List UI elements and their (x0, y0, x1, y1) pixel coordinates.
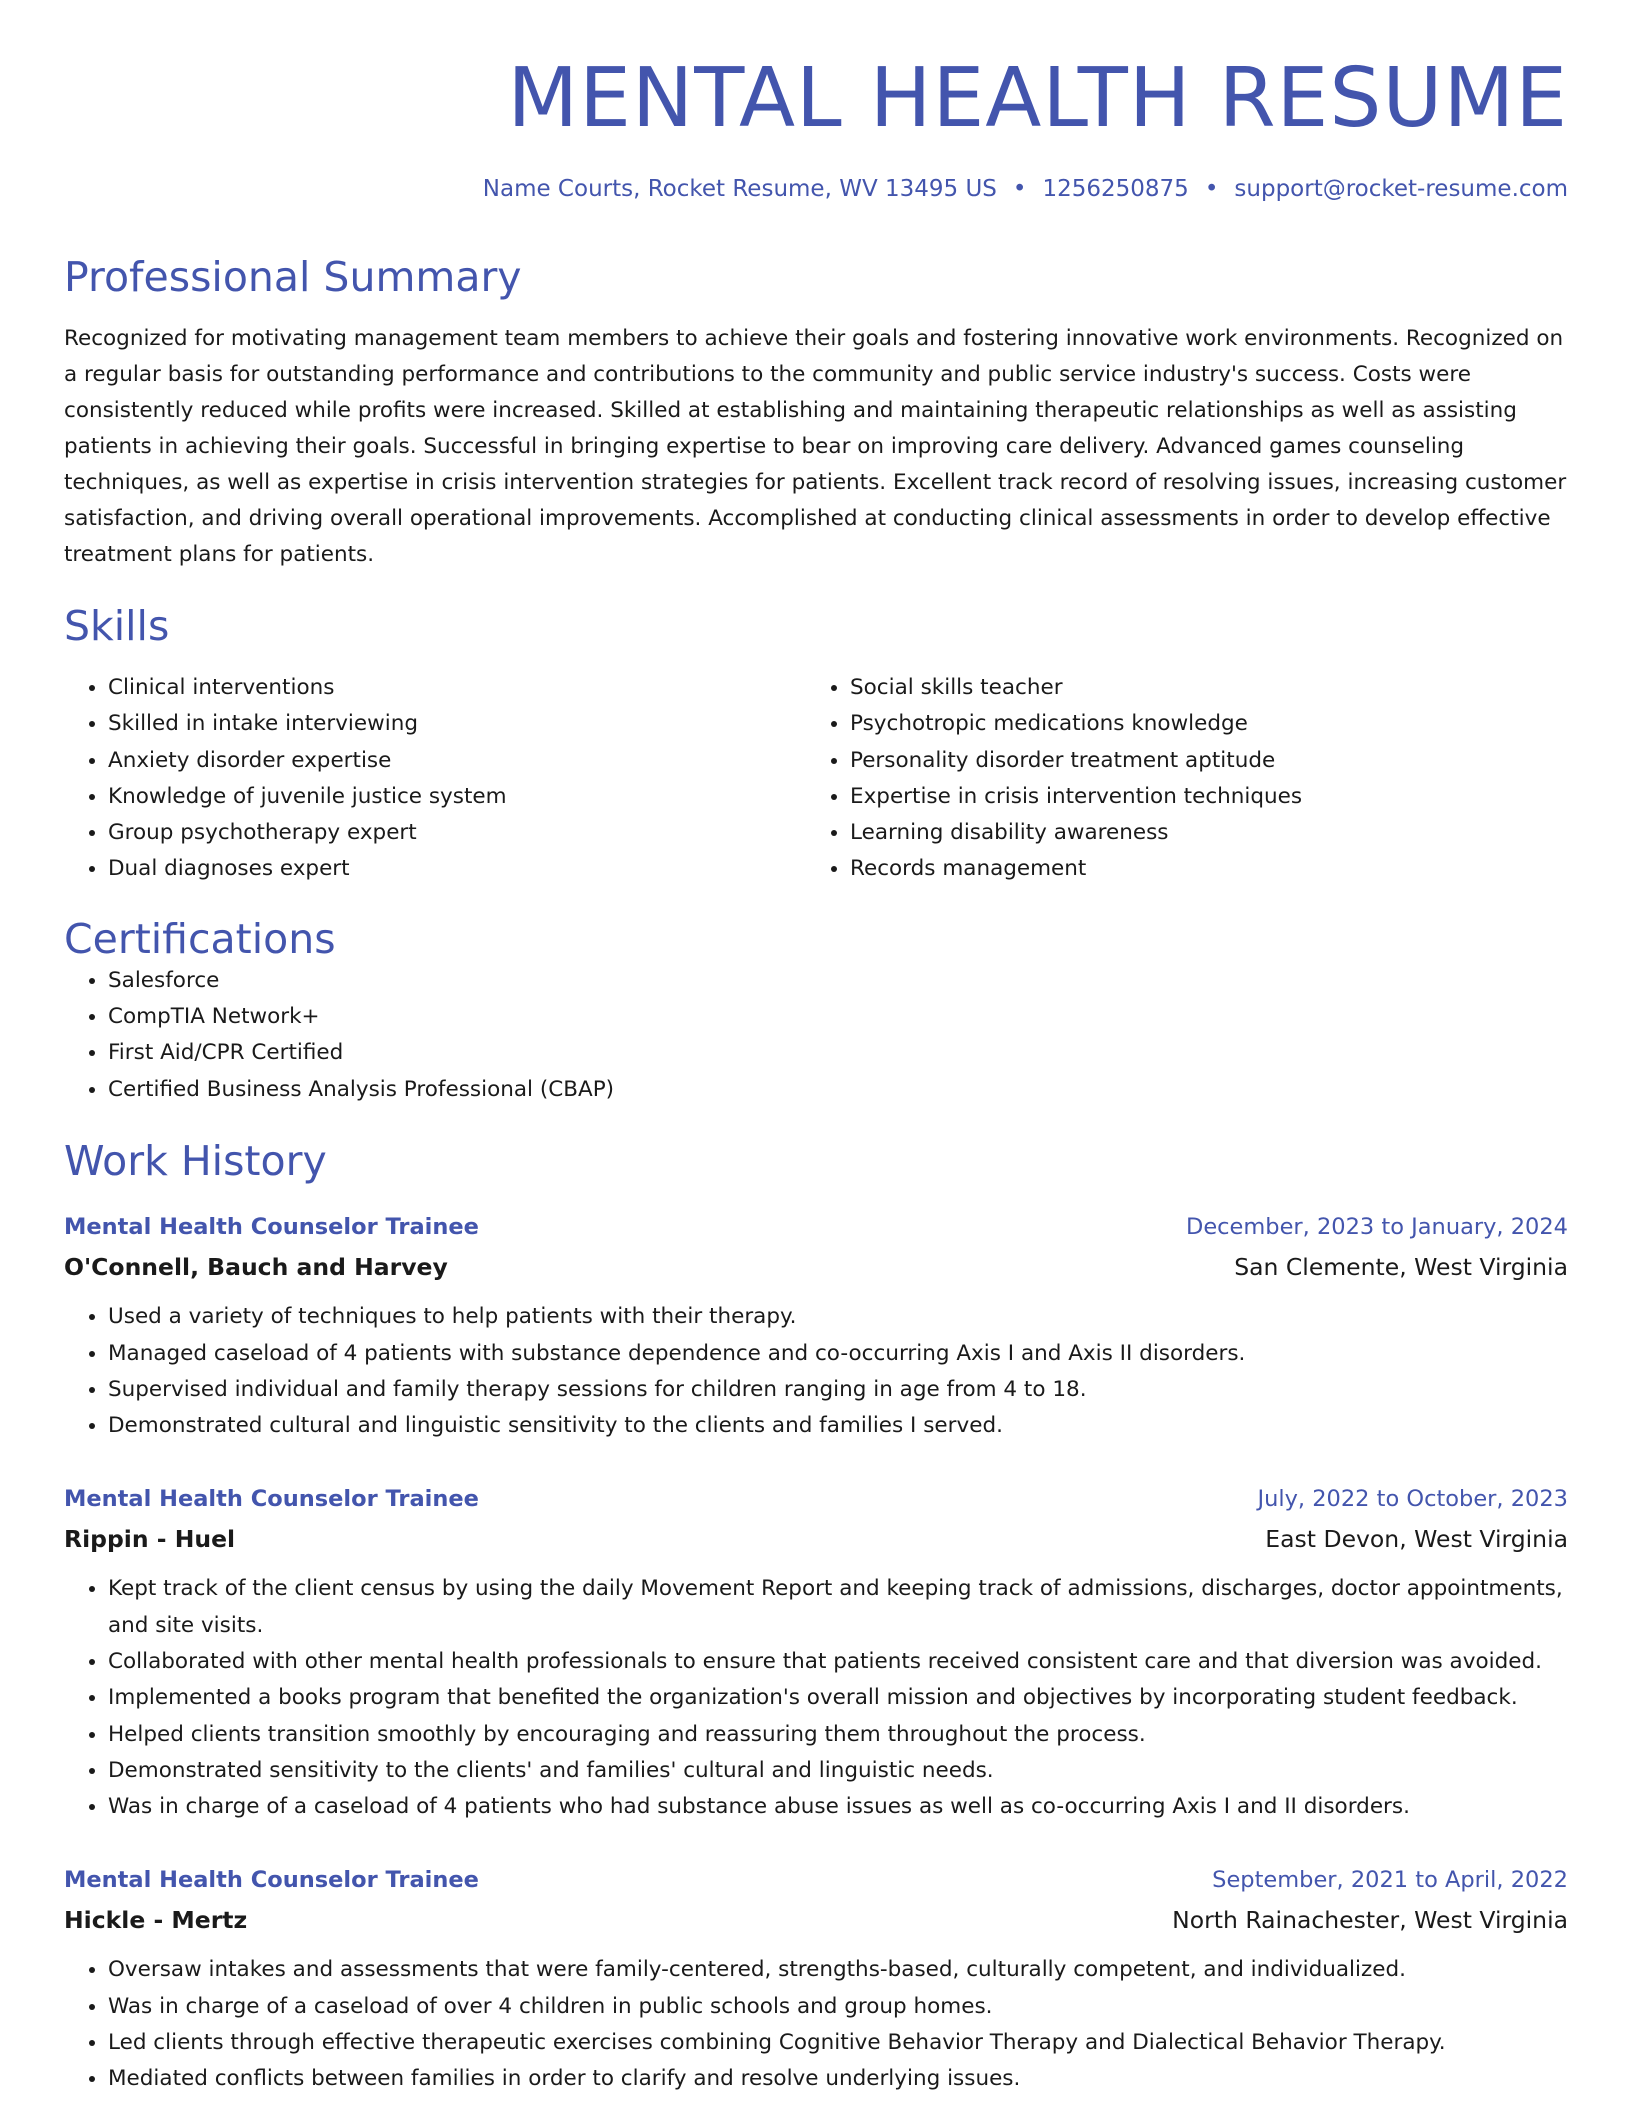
skill-item: • Clinical interventions (108, 670, 806, 706)
job-bullet: • Implemented a books program that benefited the organization's overall mission and objectives by incorporating student feedback. (108, 1680, 1568, 1716)
contact-email[interactable]: support@rocket-resume.com (1234, 176, 1568, 203)
job-location: San Clemente, West Virginia (1234, 1253, 1568, 1282)
skill-item: • Psychotropic medications knowledge (850, 706, 1548, 742)
skill-item: • Expertise in crisis intervention techniques (850, 779, 1548, 815)
job-location: North Rainachester, West Virginia (1172, 1906, 1568, 1935)
certifications-heading: Certifications (64, 914, 336, 963)
skills-list-left (64, 670, 806, 888)
skills-column-right (806, 670, 1548, 888)
job-location: East Devon, West Virginia (1265, 1525, 1568, 1554)
skill-item: • Social skills teacher (850, 670, 1548, 706)
job-bullet: • Kept track of the client census by using the daily Movement Report and keeping track of admissions, discharges, doctor appointments, and site visits. (108, 1571, 1568, 1644)
job-bullet: • Was in charge of a caseload of over 4 children in public schools and group homes. (108, 1989, 1568, 2025)
job-bullet: • Demonstrated sensitivity to the clients' and families' cultural and linguistic needs. (108, 1753, 1568, 1789)
work-history-heading: Work History (64, 1137, 327, 1186)
contact-line (64, 176, 1568, 204)
job-bullet: • Mediated conflicts between families in order to clarify and resolve underlying issues. (108, 2061, 1568, 2097)
certifications-list (64, 963, 1568, 1108)
certification-item: • First Aid/CPR Certified (108, 1035, 1568, 1071)
job-dates: September, 2021 to April, 2022 (1212, 1867, 1568, 1894)
job-bullet: • Was in charge of a caseload of 4 patients who had substance abuse issues as well as co-occurring Axis I and II disorders. (108, 1789, 1568, 1825)
job-company-row (64, 1900, 1568, 1940)
skill-item: • Knowledge of juvenile justice system (108, 779, 806, 815)
summary-text: Recognized for motivating management team members to achieve their goals and fostering innovative work environments. Recognized on a regular basis for outstanding performance and contributions to the community and public service industry's success. Costs were consistently reduced while profits were increased. Skilled at establishing and maintaining therapeutic relationships as well as assisting patients in achieving their goals. Successful in bringing expertise to bear on improving care delivery. Advanced games counseling techniques, as well as expertise in crisis intervention strategies for patients. Excellent track record of resolving issues, increasing customer satisfaction, and driving overall operational improvements. Accomplished at conducting clinical assessments in order to develop effective treatment plans for patients. (64, 325, 1567, 567)
job-entry (64, 1207, 1568, 1444)
job-bullet: • Oversaw intakes and assessments that were family-centered, strengths-based, culturally competent, and individualized. (108, 1952, 1568, 1988)
job-entry (64, 1860, 1568, 2097)
skills-columns (64, 670, 1568, 888)
job-company: Rippin - Huel (64, 1525, 236, 1554)
certification-item: • CompTIA Network+ (108, 999, 1568, 1035)
contact-address: Name Courts, Rocket Resume, WV 13495 US (482, 176, 997, 203)
job-bullets (64, 1299, 1568, 1444)
job-dates: July, 2022 to October, 2023 (1257, 1486, 1568, 1513)
job-company-row (64, 1247, 1568, 1287)
job-dates: December, 2023 to January, 2024 (1186, 1214, 1568, 1241)
contact-separator: • (1204, 176, 1219, 203)
job-company-row (64, 1519, 1568, 1559)
job-bullets (64, 1571, 1568, 1825)
certification-item: • Salesforce (108, 963, 1568, 999)
skill-item: • Group psychotherapy expert (108, 815, 806, 851)
contact-separator: • (1012, 176, 1027, 203)
job-header-row (64, 1860, 1568, 1900)
job-company: O'Connell, Bauch and Harvey (64, 1253, 448, 1282)
job-bullet: • Collaborated with other mental health professionals to ensure that patients received consistent care and that diversion was avoided. (108, 1644, 1568, 1680)
resume-title: MENTAL HEALTH RESUME (507, 51, 1568, 146)
skill-item: • Records management (850, 851, 1548, 887)
skill-item: • Skilled in intake interviewing (108, 706, 806, 742)
certification-item: • Certified Business Analysis Professional (CBAP) (108, 1072, 1568, 1108)
job-bullet: • Managed caseload of 4 patients with substance dependence and co-occurring Axis I and Axis II disorders. (108, 1336, 1568, 1372)
resume-header (64, 51, 1568, 204)
skill-item: • Anxiety disorder expertise (108, 743, 806, 779)
job-bullet: • Supervised individual and family therapy sessions for children ranging in age from 4 to 18. (108, 1372, 1568, 1408)
skills-column-left (64, 670, 806, 888)
job-company: Hickle - Mertz (64, 1906, 248, 1935)
skill-item: • Dual diagnoses expert (108, 851, 806, 887)
skill-item: • Learning disability awareness (850, 815, 1548, 851)
job-title: Mental Health Counselor Trainee (64, 1867, 479, 1894)
skills-list-right (806, 670, 1548, 888)
job-bullet: • Demonstrated cultural and linguistic sensitivity to the clients and families I served. (108, 1408, 1568, 1444)
job-entry (64, 1479, 1568, 1825)
job-header-row (64, 1207, 1568, 1247)
job-header-row (64, 1479, 1568, 1519)
job-bullet: • Helped clients transition smoothly by encouraging and reassuring them throughout the process. (108, 1717, 1568, 1753)
skills-heading: Skills (64, 601, 170, 650)
job-title: Mental Health Counselor Trainee (64, 1486, 479, 1513)
skill-item: • Personality disorder treatment aptitude (850, 743, 1548, 779)
job-bullet: • Led clients through effective therapeutic exercises combining Cognitive Behavior Therapy and Dialectical Behavior Therapy. (108, 2025, 1568, 2061)
summary-heading: Professional Summary (64, 252, 522, 301)
contact-phone: 1256250875 (1042, 176, 1189, 203)
job-title: Mental Health Counselor Trainee (64, 1214, 479, 1241)
job-bullet: • Used a variety of techniques to help patients with their therapy. (108, 1299, 1568, 1335)
job-bullets (64, 1952, 1568, 2097)
